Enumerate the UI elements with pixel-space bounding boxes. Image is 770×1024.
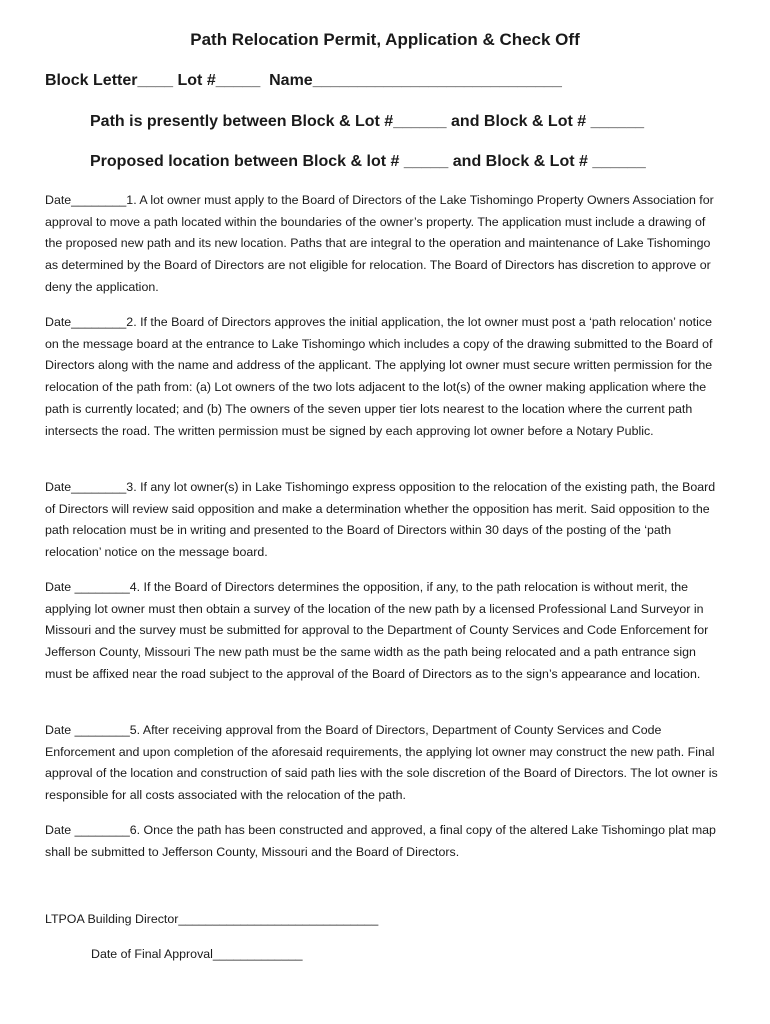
proposed-location-line: Proposed location between Block & lot # _____ and Block & Lot # ______ [90, 153, 646, 170]
step-5-paragraph: Date ________5. After receiving approval from the Board of Directors, Department of County Services and Code Enforcement and upon completion of the aforesaid requirements, the applying lot owner may construct the new path. Final approval of the location and construction of said path lies with the sole discretion of the Board of Directors. The lot owner is responsible for all costs associated with the relocation of the path. [45, 723, 718, 803]
step-4-paragraph: Date ________4. If the Board of Directors determines the opposition, if any, to the path relocation is without merit, the applying lot owner must then obtain a survey of the location of the new path by a licensed Professional Land Surveyor in Missouri and the survey must be submitted for approval to the Department of County Services and Code Enforcement for Jefferson County, Missouri The new path must be the same width as the path being relocated and a path entrance sign must be affixed near the road subject to the approval of the Board of Directors as to the sign’s appearance and location. [45, 580, 709, 681]
step-3-paragraph: Date________3. If any lot owner(s) in Lake Tishomingo express opposition to the relocation of the existing path, the Board of Directors will review said opposition and make a determination whether the opposition has merit. Said opposition to the path relocation must be in writing and presented to the Board of Directors within 30 days of the posting of the ‘path relocation’ notice on the message board. [45, 480, 716, 560]
document-title: Path Relocation Permit, Application & Check Off [190, 30, 580, 49]
final-approval-date-line: Date of Final Approval_____________ [91, 947, 303, 961]
building-director-signature-line: LTPOA Building Director_____________________________ [45, 912, 379, 926]
block-lot-name-line: Block Letter____ Lot #_____ Name____________________________ [45, 72, 562, 89]
step-2-paragraph: Date________2. If the Board of Directors approves the initial application, the lot owner must post a ‘path relocation’ notice on the message board at the entrance to Lake Tishomingo which includes a copy of the drawing submitted to the Board of Directors along with the name and address of the applicant. The applying lot owner must secure written permission for the relocation of the path from: (a) Lot owners of the two lots adjacent to the lot(s) of the owner making application where the path is currently located; and (b) The owners of the seven upper tier lots nearest to the location where the current path intersects the road. The written permission must be signed by each approving lot owner before a Notary Public. [45, 315, 713, 438]
step-6-paragraph: Date ________6. Once the path has been constructed and approved, a final copy of the altered Lake Tishomingo plat map shall be submitted to Jefferson County, Missouri and the Board of Directors. [45, 823, 716, 859]
step-1-paragraph: Date________1. A lot owner must apply to the Board of Directors of the Lake Tishomingo Property Owners Association for approval to move a path located within the boundaries of the owner’s property. The application must include a drawing of the proposed new path and its new location. Paths that are integral to the operation and maintenance of Lake Tishomingo as determined by the Board of Directors are not eligible for relocation. The Board of Directors has discretion to approve or deny the application. [45, 193, 714, 294]
present-path-line: Path is presently between Block & Lot #______ and Block & Lot # ______ [90, 113, 644, 130]
